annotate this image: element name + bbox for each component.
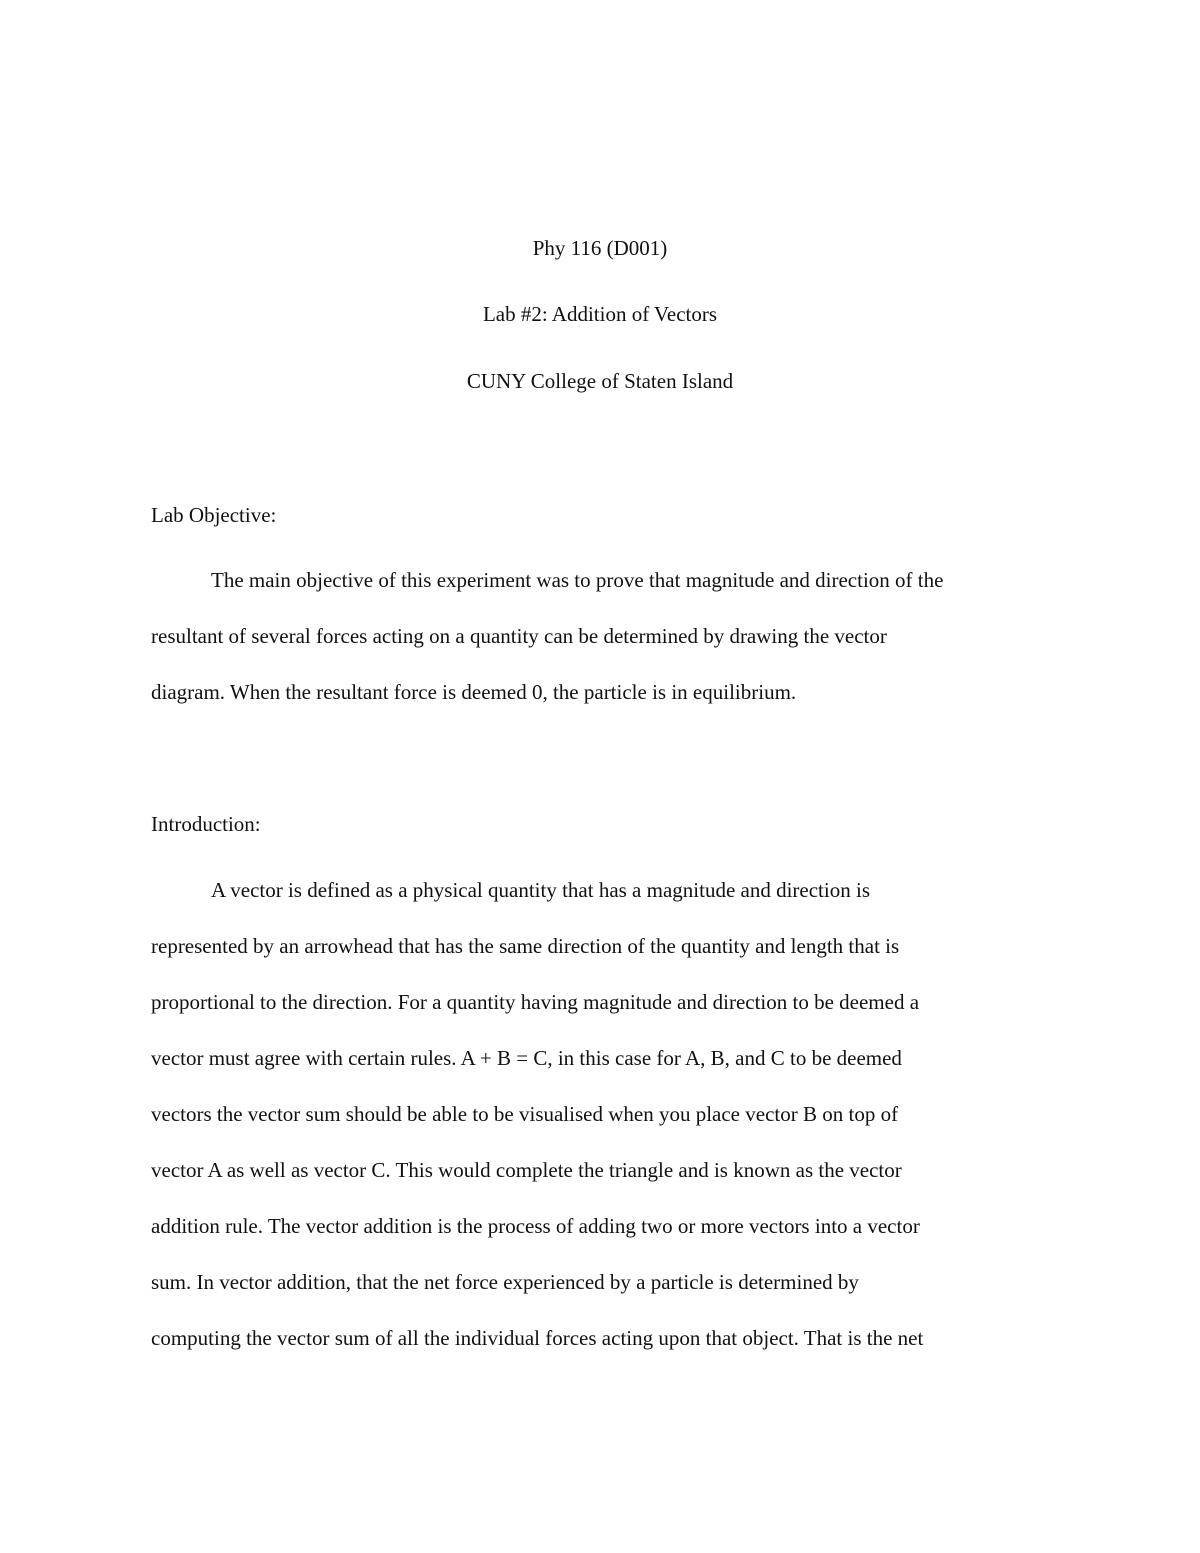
introduction-line: vectors the vector sum should be able to be visualised when you place vector B on top of [151, 1102, 899, 1126]
introduction-heading: Introduction: [151, 812, 261, 836]
introduction-line: proportional to the direction. For a quantity having magnitude and direction to be deemed a [151, 990, 920, 1014]
introduction-line: addition rule. The vector addition is the process of adding two or more vectors into a vector [151, 1214, 920, 1238]
objective-line: The main objective of this experiment was to prove that magnitude and direction of the [211, 568, 944, 592]
introduction-line: represented by an arrowhead that has the same direction of the quantity and length that is [151, 934, 900, 958]
objective-line: diagram. When the resultant force is deemed 0, the particle is in equilibrium. [151, 680, 797, 704]
lab-title: Lab #2: Addition of Vectors [482, 302, 718, 326]
introduction-line: A vector is defined as a physical quantity that has a magnitude and direction is [211, 878, 870, 902]
course-title: Phy 116 (D001) [532, 236, 668, 260]
objective-heading: Lab Objective: [151, 503, 277, 527]
introduction-line: sum. In vector addition, that the net force experienced by a particle is determined by [151, 1270, 859, 1294]
introduction-line: vector A as well as vector C. This would complete the triangle and is known as the vector [151, 1158, 902, 1182]
objective-line: resultant of several forces acting on a quantity can be determined by drawing the vector [151, 624, 887, 648]
introduction-line: vector must agree with certain rules. A + B = C, in this case for A, B, and C to be deemed [151, 1046, 902, 1070]
institution-name: CUNY College of Staten Island [466, 369, 734, 393]
introduction-line: computing the vector sum of all the individual forces acting upon that object. That is the net [151, 1326, 924, 1350]
